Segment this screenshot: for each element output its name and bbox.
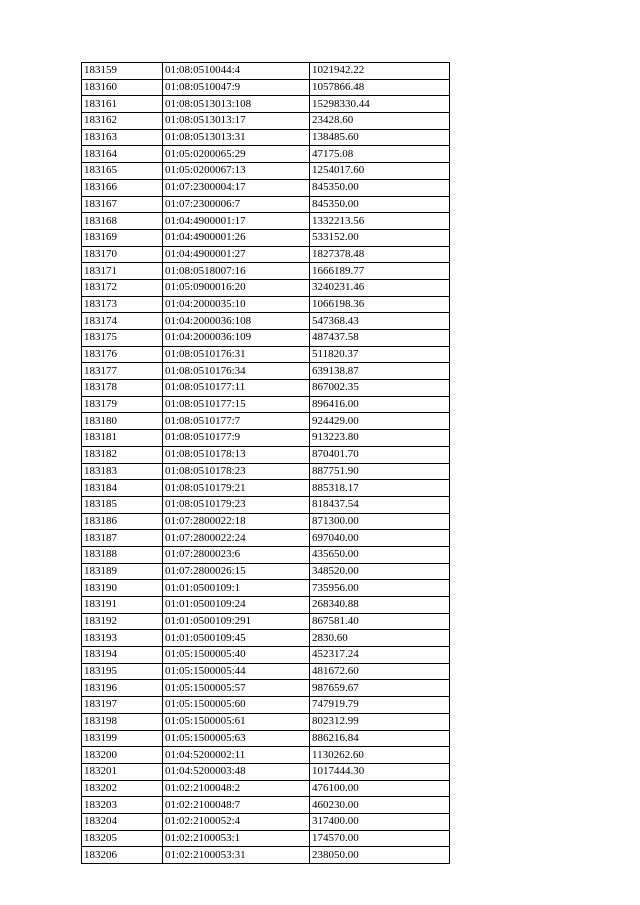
row-id-cell: 183191 [82,597,163,614]
row-id-cell: 183171 [82,263,163,280]
row-id-cell: 183203 [82,797,163,814]
amount-cell: 1130262.60 [310,747,450,764]
cadastral-number-cell: 01:08:0510176:34 [163,363,310,380]
row-id-cell: 183161 [82,96,163,113]
row-id-cell: 183169 [82,229,163,246]
row-id-cell: 183202 [82,780,163,797]
amount-cell: 511820.37 [310,346,450,363]
table-row [82,647,450,664]
cadastral-number-cell: 01:05:1500005:61 [163,713,310,730]
table-row [82,246,450,263]
cadastral-number-cell: 01:08:0510178:23 [163,463,310,480]
table-row [82,129,450,146]
table-row [82,363,450,380]
row-id-cell: 183170 [82,246,163,263]
amount-cell: 476100.00 [310,780,450,797]
table-row [82,580,450,597]
cadastral-number-cell: 01:08:0518007:16 [163,263,310,280]
table-row [82,279,450,296]
amount-cell: 1021942.22 [310,63,450,80]
table-row [82,330,450,347]
cadastral-number-cell: 01:02:2100053:31 [163,847,310,864]
cadastral-number-cell: 01:08:0513013:108 [163,96,310,113]
table-row [82,113,450,130]
cadastral-number-cell: 01:08:0510179:21 [163,480,310,497]
row-id-cell: 183189 [82,563,163,580]
row-id-cell: 183195 [82,663,163,680]
cadastral-number-cell: 01:01:0500109:45 [163,630,310,647]
table-row [82,680,450,697]
cadastral-number-cell: 01:05:1500005:63 [163,730,310,747]
cadastral-number-cell: 01:08:0510044:4 [163,63,310,80]
table-row [82,763,450,780]
cadastral-number-cell: 01:07:2800022:24 [163,530,310,547]
cadastral-number-cell: 01:02:2100052:4 [163,813,310,830]
cadastral-number-cell: 01:02:2100048:7 [163,797,310,814]
amount-cell: 747919.79 [310,697,450,714]
row-id-cell: 183164 [82,146,163,163]
table-row [82,380,450,397]
table-row [82,63,450,80]
table-row [82,546,450,563]
row-id-cell: 183177 [82,363,163,380]
cadastral-number-cell: 01:04:2000036:108 [163,313,310,330]
cadastral-number-cell: 01:08:0510047:9 [163,79,310,96]
row-id-cell: 183160 [82,79,163,96]
amount-cell: 138485.60 [310,129,450,146]
row-id-cell: 183182 [82,446,163,463]
cadastral-number-cell: 01:05:1500005:44 [163,663,310,680]
amount-cell: 1666189.77 [310,263,450,280]
table-row [82,413,450,430]
table-row [82,229,450,246]
cadastral-number-cell: 01:04:5200002:11 [163,747,310,764]
table-row [82,813,450,830]
amount-cell: 23428.60 [310,113,450,130]
amount-cell: 867002.35 [310,380,450,397]
table-row [82,96,450,113]
amount-cell: 867581.40 [310,613,450,630]
amount-cell: 533152.00 [310,229,450,246]
amount-cell: 317400.00 [310,813,450,830]
cadastral-number-cell: 01:08:0513013:31 [163,129,310,146]
table-row [82,296,450,313]
table-row [82,713,450,730]
table-row [82,446,450,463]
amount-cell: 1332213.56 [310,213,450,230]
amount-cell: 870401.70 [310,446,450,463]
row-id-cell: 183198 [82,713,163,730]
row-id-cell: 183176 [82,346,163,363]
amount-cell: 845350.00 [310,179,450,196]
table-row [82,613,450,630]
row-id-cell: 183178 [82,380,163,397]
amount-cell: 1057866.48 [310,79,450,96]
amount-cell: 1254017.60 [310,163,450,180]
table-row [82,463,450,480]
row-id-cell: 183197 [82,697,163,714]
cadastral-number-cell: 01:07:2800023:6 [163,546,310,563]
table-row [82,263,450,280]
cadastral-number-cell: 01:08:0510177:7 [163,413,310,430]
amount-cell: 460230.00 [310,797,450,814]
cadastral-number-cell: 01:01:0500109:24 [163,597,310,614]
cadastral-number-cell: 01:08:0510177:15 [163,396,310,413]
row-id-cell: 183159 [82,63,163,80]
amount-cell: 885318.17 [310,480,450,497]
row-id-cell: 183167 [82,196,163,213]
row-id-cell: 183187 [82,530,163,547]
amount-cell: 886216.84 [310,730,450,747]
amount-cell: 15298330.44 [310,96,450,113]
table-row [82,146,450,163]
amount-cell: 487437.58 [310,330,450,347]
amount-cell: 697040.00 [310,530,450,547]
cadastral-number-cell: 01:02:2100048:2 [163,780,310,797]
row-id-cell: 183204 [82,813,163,830]
table-row [82,747,450,764]
row-id-cell: 183205 [82,830,163,847]
row-id-cell: 183163 [82,129,163,146]
row-id-cell: 183172 [82,279,163,296]
row-id-cell: 183174 [82,313,163,330]
cadastral-number-cell: 01:05:0900016:20 [163,279,310,296]
amount-cell: 896416.00 [310,396,450,413]
table-row [82,830,450,847]
row-id-cell: 183162 [82,113,163,130]
table-body [82,63,450,864]
cadastral-number-cell: 01:05:0200067:13 [163,163,310,180]
cadastral-number-cell: 01:08:0510177:11 [163,380,310,397]
row-id-cell: 183180 [82,413,163,430]
amount-cell: 1017444.30 [310,763,450,780]
amount-cell: 913223.80 [310,430,450,447]
table-row [82,630,450,647]
cadastral-number-cell: 01:05:1500005:40 [163,647,310,664]
row-id-cell: 183166 [82,179,163,196]
cadastral-number-cell: 01:08:0510178:13 [163,446,310,463]
cadastral-number-cell: 01:04:4900001:27 [163,246,310,263]
amount-cell: 348520.00 [310,563,450,580]
cadastral-number-cell: 01:02:2100053:1 [163,830,310,847]
table-row [82,847,450,864]
cadastral-number-cell: 01:08:0510176:31 [163,346,310,363]
cadastral-number-cell: 01:05:1500005:60 [163,697,310,714]
row-id-cell: 183168 [82,213,163,230]
amount-cell: 871300.00 [310,513,450,530]
row-id-cell: 183193 [82,630,163,647]
row-id-cell: 183185 [82,496,163,513]
cadastral-number-cell: 01:04:2000036:109 [163,330,310,347]
row-id-cell: 183188 [82,546,163,563]
table-row [82,563,450,580]
data-table [81,62,450,864]
amount-cell: 818437.54 [310,496,450,513]
table-row [82,597,450,614]
table-row [82,396,450,413]
amount-cell: 435650.00 [310,546,450,563]
table-row [82,430,450,447]
cadastral-number-cell: 01:08:0510179:23 [163,496,310,513]
cadastral-number-cell: 01:07:2300006:7 [163,196,310,213]
row-id-cell: 183194 [82,647,163,664]
row-id-cell: 183165 [82,163,163,180]
cadastral-number-cell: 01:01:0500109:1 [163,580,310,597]
cadastral-number-cell: 01:08:0510177:9 [163,430,310,447]
cadastral-number-cell: 01:07:2300004:17 [163,179,310,196]
table-row [82,496,450,513]
table-row [82,480,450,497]
amount-cell: 238050.00 [310,847,450,864]
amount-cell: 3240231.46 [310,279,450,296]
amount-cell: 845350.00 [310,196,450,213]
table-row [82,79,450,96]
row-id-cell: 183192 [82,613,163,630]
row-id-cell: 183186 [82,513,163,530]
row-id-cell: 183183 [82,463,163,480]
cadastral-number-cell: 01:04:5200003:48 [163,763,310,780]
row-id-cell: 183206 [82,847,163,864]
amount-cell: 2830.60 [310,630,450,647]
amount-cell: 802312.99 [310,713,450,730]
table-row [82,346,450,363]
table-row [82,179,450,196]
cadastral-number-cell: 01:05:0200065:29 [163,146,310,163]
row-id-cell: 183200 [82,747,163,764]
row-id-cell: 183181 [82,430,163,447]
row-id-cell: 183199 [82,730,163,747]
row-id-cell: 183179 [82,396,163,413]
amount-cell: 452317.24 [310,647,450,664]
amount-cell: 735956.00 [310,580,450,597]
table-row [82,163,450,180]
amount-cell: 887751.90 [310,463,450,480]
row-id-cell: 183196 [82,680,163,697]
amount-cell: 268340.88 [310,597,450,614]
amount-cell: 924429.00 [310,413,450,430]
amount-cell: 481672.60 [310,663,450,680]
amount-cell: 47175.08 [310,146,450,163]
row-id-cell: 183201 [82,763,163,780]
cadastral-number-cell: 01:04:4900001:17 [163,213,310,230]
row-id-cell: 183190 [82,580,163,597]
table-row [82,513,450,530]
table-row [82,213,450,230]
table-row [82,663,450,680]
cadastral-number-cell: 01:04:4900001:26 [163,229,310,246]
table-row [82,196,450,213]
amount-cell: 987659.67 [310,680,450,697]
table-row [82,313,450,330]
cadastral-number-cell: 01:01:0500109:291 [163,613,310,630]
amount-cell: 639138.87 [310,363,450,380]
amount-cell: 174570.00 [310,830,450,847]
amount-cell: 547368.43 [310,313,450,330]
amount-cell: 1827378.48 [310,246,450,263]
table-row [82,530,450,547]
cadastral-number-cell: 01:07:2800026:15 [163,563,310,580]
cadastral-number-cell: 01:08:0513013:17 [163,113,310,130]
amount-cell: 1066198.36 [310,296,450,313]
cadastral-number-cell: 01:05:1500005:57 [163,680,310,697]
table-row [82,797,450,814]
row-id-cell: 183184 [82,480,163,497]
cadastral-number-cell: 01:04:2000035:10 [163,296,310,313]
table-row [82,697,450,714]
table-row [82,730,450,747]
cadastral-number-cell: 01:07:2800022:18 [163,513,310,530]
table-row [82,780,450,797]
row-id-cell: 183175 [82,330,163,347]
row-id-cell: 183173 [82,296,163,313]
